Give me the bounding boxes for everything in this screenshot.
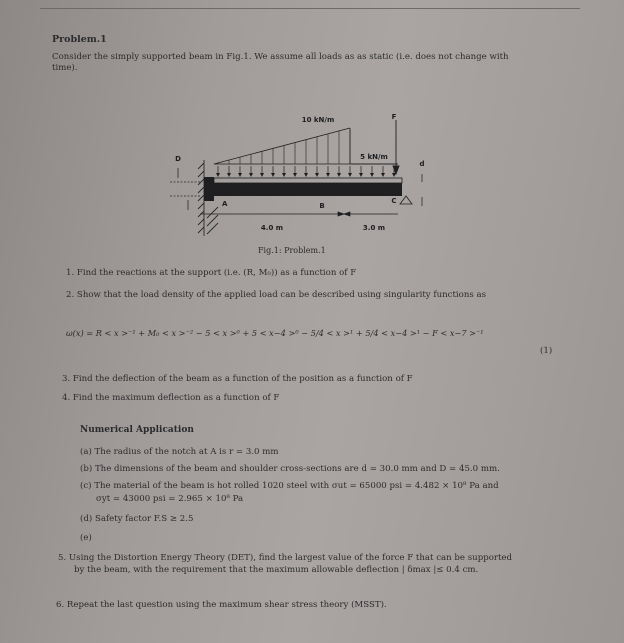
equation-number: (1) [540,346,553,356]
load-arrow-head [304,173,308,177]
label-D: D [175,155,181,163]
load-arrow-head [337,173,341,177]
question-5-line-1: 5. Using the Distortion Energy Theory (DET), find the largest value of the force F that can be supported [58,553,513,563]
question-1: 1. Find the reactions at the support (i.e. (R, M₀)) as a function of F [66,268,357,278]
label-F: F [391,113,397,121]
figure-caption: Fig.1: Problem.1 [258,246,326,255]
numerical-c-line-1: (c) The material of the beam is hot rolled 1020 steel with σut = 65000 psi = 4.482 × 10⁸ Pa and [80,481,499,491]
label-C: C [391,197,397,205]
load-arrow-head [315,173,319,177]
load-arrow-head [282,173,286,177]
load-arrow-head [260,173,264,177]
load-arrow-head [348,173,352,177]
numerical-heading: Numerical Application [80,425,194,435]
load-arrow-head [381,173,385,177]
label-B: B [319,202,325,210]
load-arrow-head [293,173,297,177]
force-arrow [393,120,399,174]
numerical-a: (a) The radius of the notch at A is r = 3.0 mm [80,447,279,457]
label-10kNm: 10 kN/m [301,116,335,124]
length-dims [200,212,398,216]
question-4: 4. Find the maximum deflection as a function of F [62,393,280,403]
numerical-d: (d) Safety factor F.S ≥ 2.5 [80,514,194,524]
dim-left [170,168,200,210]
roller-support [400,196,412,204]
top-rule [40,8,580,9]
numerical-b: (b) The dimensions of the beam and shoulder cross-sections are d = 30.0 mm and D = 45.0 mm. [80,464,500,474]
singularity-equation: ω(x) = R < x >⁻¹ + M₀ < x >⁻² − 5 < x >⁰ + 5 < x−4 >⁰ − 5/4 < x >¹ + 5/4 < x−4 >¹ − F < x−7 >⁻¹ [66,328,484,338]
dim-4m: 4.0 m [260,224,284,232]
beam-flange [214,178,402,183]
dim-3m: 3.0 m [362,224,386,232]
numerical-c-line-2: σyt = 43000 psi = 2.965 × 10⁸ Pa [96,494,244,504]
numerical-e: (e) [80,533,92,543]
question-6: 6. Repeat the last question using the maximum shear stress theory (MSST). [56,600,387,610]
label-5kNm: 5 kN/m [360,153,388,161]
load-arrow-head [370,173,374,177]
question-5-line-2: by the beam, with the requirement that the maximum allowable deflection | δmax |≤ 0.4 cm. [74,565,479,575]
question-2: 2. Show that the load density of the applied load can be described using singularity functions as [66,290,487,300]
load-arrow-head [227,173,231,177]
question-3: 3. Find the deflection of the beam as a function of the position as a function of F [62,374,413,384]
load-arrow-head [238,173,242,177]
load-arrow-head [216,173,220,177]
intro-line-2: time). [52,63,78,73]
beam-body [214,183,402,196]
beam-shoulder [204,177,214,201]
load-arrow-head [359,173,363,177]
load-arrow-head [326,173,330,177]
load-arrow-head [249,173,253,177]
intro-line-1: Consider the simply supported beam in Fig.1. We assume all loads as as static (i.e. does not change with [52,52,509,62]
load-arrow-head [271,173,275,177]
problem-title: Problem.1 [52,34,107,45]
label-d: d [419,160,425,168]
label-A: A [222,200,228,208]
